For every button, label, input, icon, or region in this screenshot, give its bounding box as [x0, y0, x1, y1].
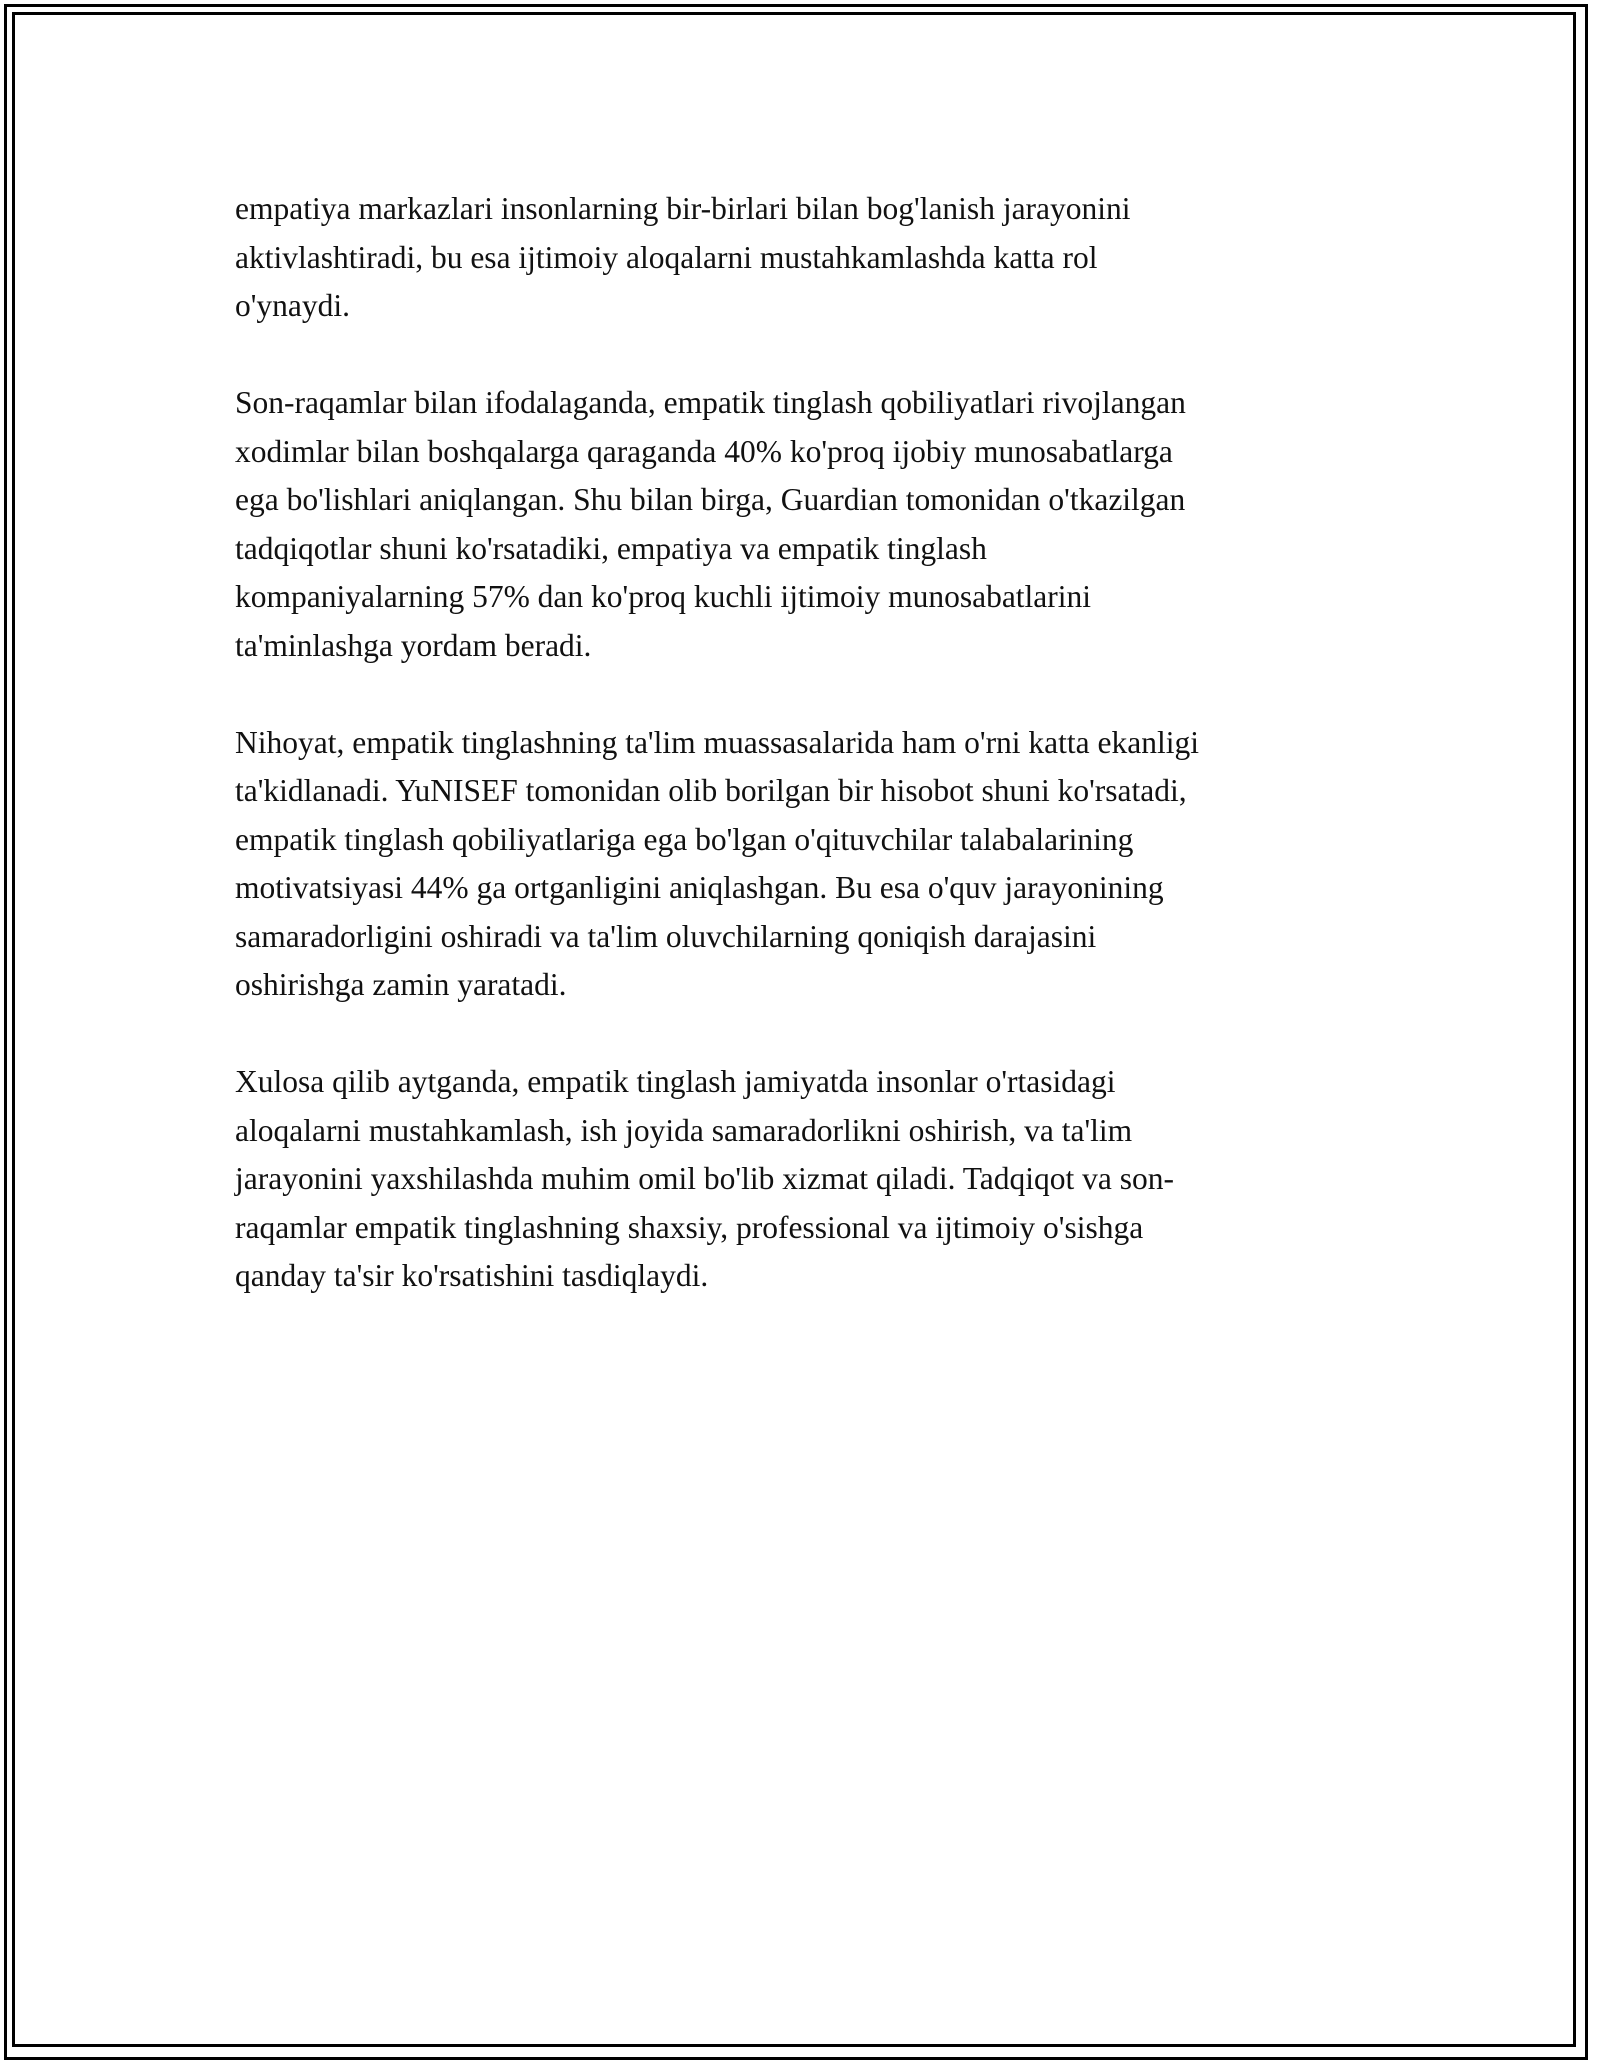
- paragraph-2: Son-raqamlar bilan ifodalaganda, empatik tinglash qobiliyatlari rivojlangan xodimlar bilan boshqalarga qaraganda 40% ko'proq ijobiy munosabatlarga ega bo'lishlari aniqlangan. Shu bilan birga, Guardian tomonidan o'tkazilgan tadqiqotlar shuni ko'rsatadiki, empatiya va empatik tinglash kompaniyalarning 57% dan ko'proq kuchli ijtimoiy munosabatlarini ta'minlashga yordam beradi.: [235, 385, 1186, 663]
- paragraph-3: Nihoyat, empatik tinglashning ta'lim muassasalarida ham o'rni katta ekanligi ta'kidlanadi. YuNISEF tomonidan olib borilgan bir hisobot shuni ko'rsatadi, empatik tinglash qobiliyatlariga ega bo'lgan o'qituvchilar talabalarining motivatsiyasi 44% ga ortganligini aniqlashgan. Bu esa o'quv jarayonining samaradorligini oshiradi va ta'lim oluvchilarning qoniqish darajasini oshirishga zamin yaratadi.: [235, 724, 1199, 1002]
- paragraph-1: empatiya markazlari insonlarning bir-birlari bilan bog'lanish jarayonini aktivlashtiradi, bu esa ijtimoiy aloqalarni mustahkamlashda katta rol o'ynaydi.: [235, 191, 1131, 323]
- paragraph-4: Xulosa qilib aytganda, empatik tinglash jamiyatda insonlar o'rtasidagi aloqalarni mustahkamlash, ish joyida samaradorlikni oshirish, va ta'lim jarayonini yaxshilashda muhim omil bo'lib xizmat qiladi. Tadqiqot va son- raqamlar empatik tinglashning shaxsiy, professional va ijtimoiy o'sishga qanday ta'sir ko'rsatishini tasdiqlaydi.: [235, 1064, 1175, 1293]
- document-body: [235, 185, 1365, 1349]
